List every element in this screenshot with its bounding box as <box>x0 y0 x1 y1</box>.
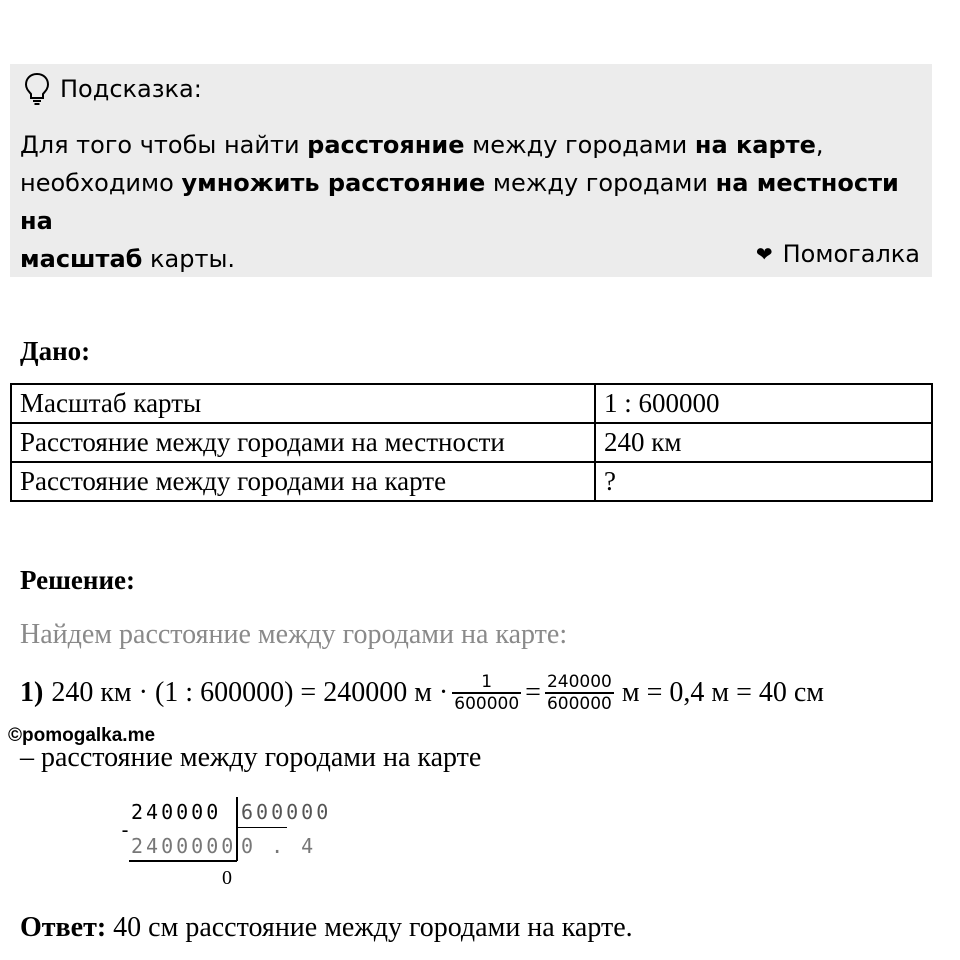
given-label: Расстояние между городами на карте <box>11 462 595 501</box>
given-label: Расстояние между городами на местности <box>11 423 595 462</box>
hint-keyword: масштаб <box>20 245 143 273</box>
fraction-denominator: 600000 <box>454 694 520 714</box>
heart-icon: ❤ <box>755 242 773 266</box>
given-table <box>10 383 933 502</box>
answer <box>20 912 633 944</box>
step-description: – расстояние между городами на карте <box>20 742 482 773</box>
hint-keyword: умножить расстояние <box>181 169 486 197</box>
given-label: Масштаб карты <box>11 384 595 423</box>
table-row <box>11 462 932 501</box>
subtrahend: 2400000 <box>131 834 237 858</box>
table-row <box>11 384 932 423</box>
quotient: 0 . 4 <box>241 834 317 858</box>
solution-intro: Найдем расстояние между городами на карте: <box>20 619 568 650</box>
fraction <box>545 672 614 714</box>
divisor: 600000 <box>241 800 332 824</box>
given-value: 1 : 600000 <box>595 384 932 423</box>
hint-text-part: необходимо <box>20 169 182 197</box>
hint-title: Подсказка: <box>60 75 202 103</box>
fraction <box>452 672 521 714</box>
hint-text-part: , <box>815 131 824 159</box>
hint-keyword: на местности на <box>20 169 899 235</box>
step-expression: 240 км · (1 : 600000) = 240000 м · <box>51 677 449 708</box>
remainder: 0 <box>222 867 235 889</box>
division-divisor-line <box>237 827 287 828</box>
given-value: ? <box>595 462 932 501</box>
fraction-numerator: 240000 <box>546 672 612 692</box>
answer-label: Ответ: <box>20 912 107 943</box>
hint-text-part: карты. <box>142 245 236 273</box>
dividend: 240000 <box>131 800 222 824</box>
lightbulb-icon <box>24 72 50 106</box>
equals-sign: = <box>525 677 541 708</box>
division-vertical-line <box>236 797 238 861</box>
step-number: 1) <box>20 677 44 708</box>
hint-text-part: между городами <box>464 131 695 159</box>
fraction-denominator: 600000 <box>546 694 612 714</box>
brand-label <box>756 240 920 268</box>
given-value: 240 км <box>595 423 932 462</box>
hint-keyword: расстояние <box>307 131 465 159</box>
solution-step <box>20 672 824 714</box>
fraction-numerator: 1 <box>481 672 493 692</box>
hint-text-part: между городами <box>485 169 716 197</box>
hint-keyword: на карте <box>694 131 816 159</box>
division-result-line <box>129 860 237 862</box>
table-row <box>11 423 932 462</box>
step-result: м = 0,4 м = 40 см <box>621 677 825 708</box>
brand-name: Помогалка <box>782 240 920 268</box>
minus-sign: - <box>119 818 135 842</box>
given-title: Дано: <box>20 336 91 366</box>
hint-text-part: Для того чтобы найти <box>20 131 308 159</box>
watermark: ©pomogalka.me <box>8 725 156 746</box>
hint-box <box>10 64 932 277</box>
answer-text: 40 см расстояние между городами на карте. <box>106 912 633 943</box>
hint-header <box>24 72 202 106</box>
solution-title: Решение: <box>20 565 135 595</box>
